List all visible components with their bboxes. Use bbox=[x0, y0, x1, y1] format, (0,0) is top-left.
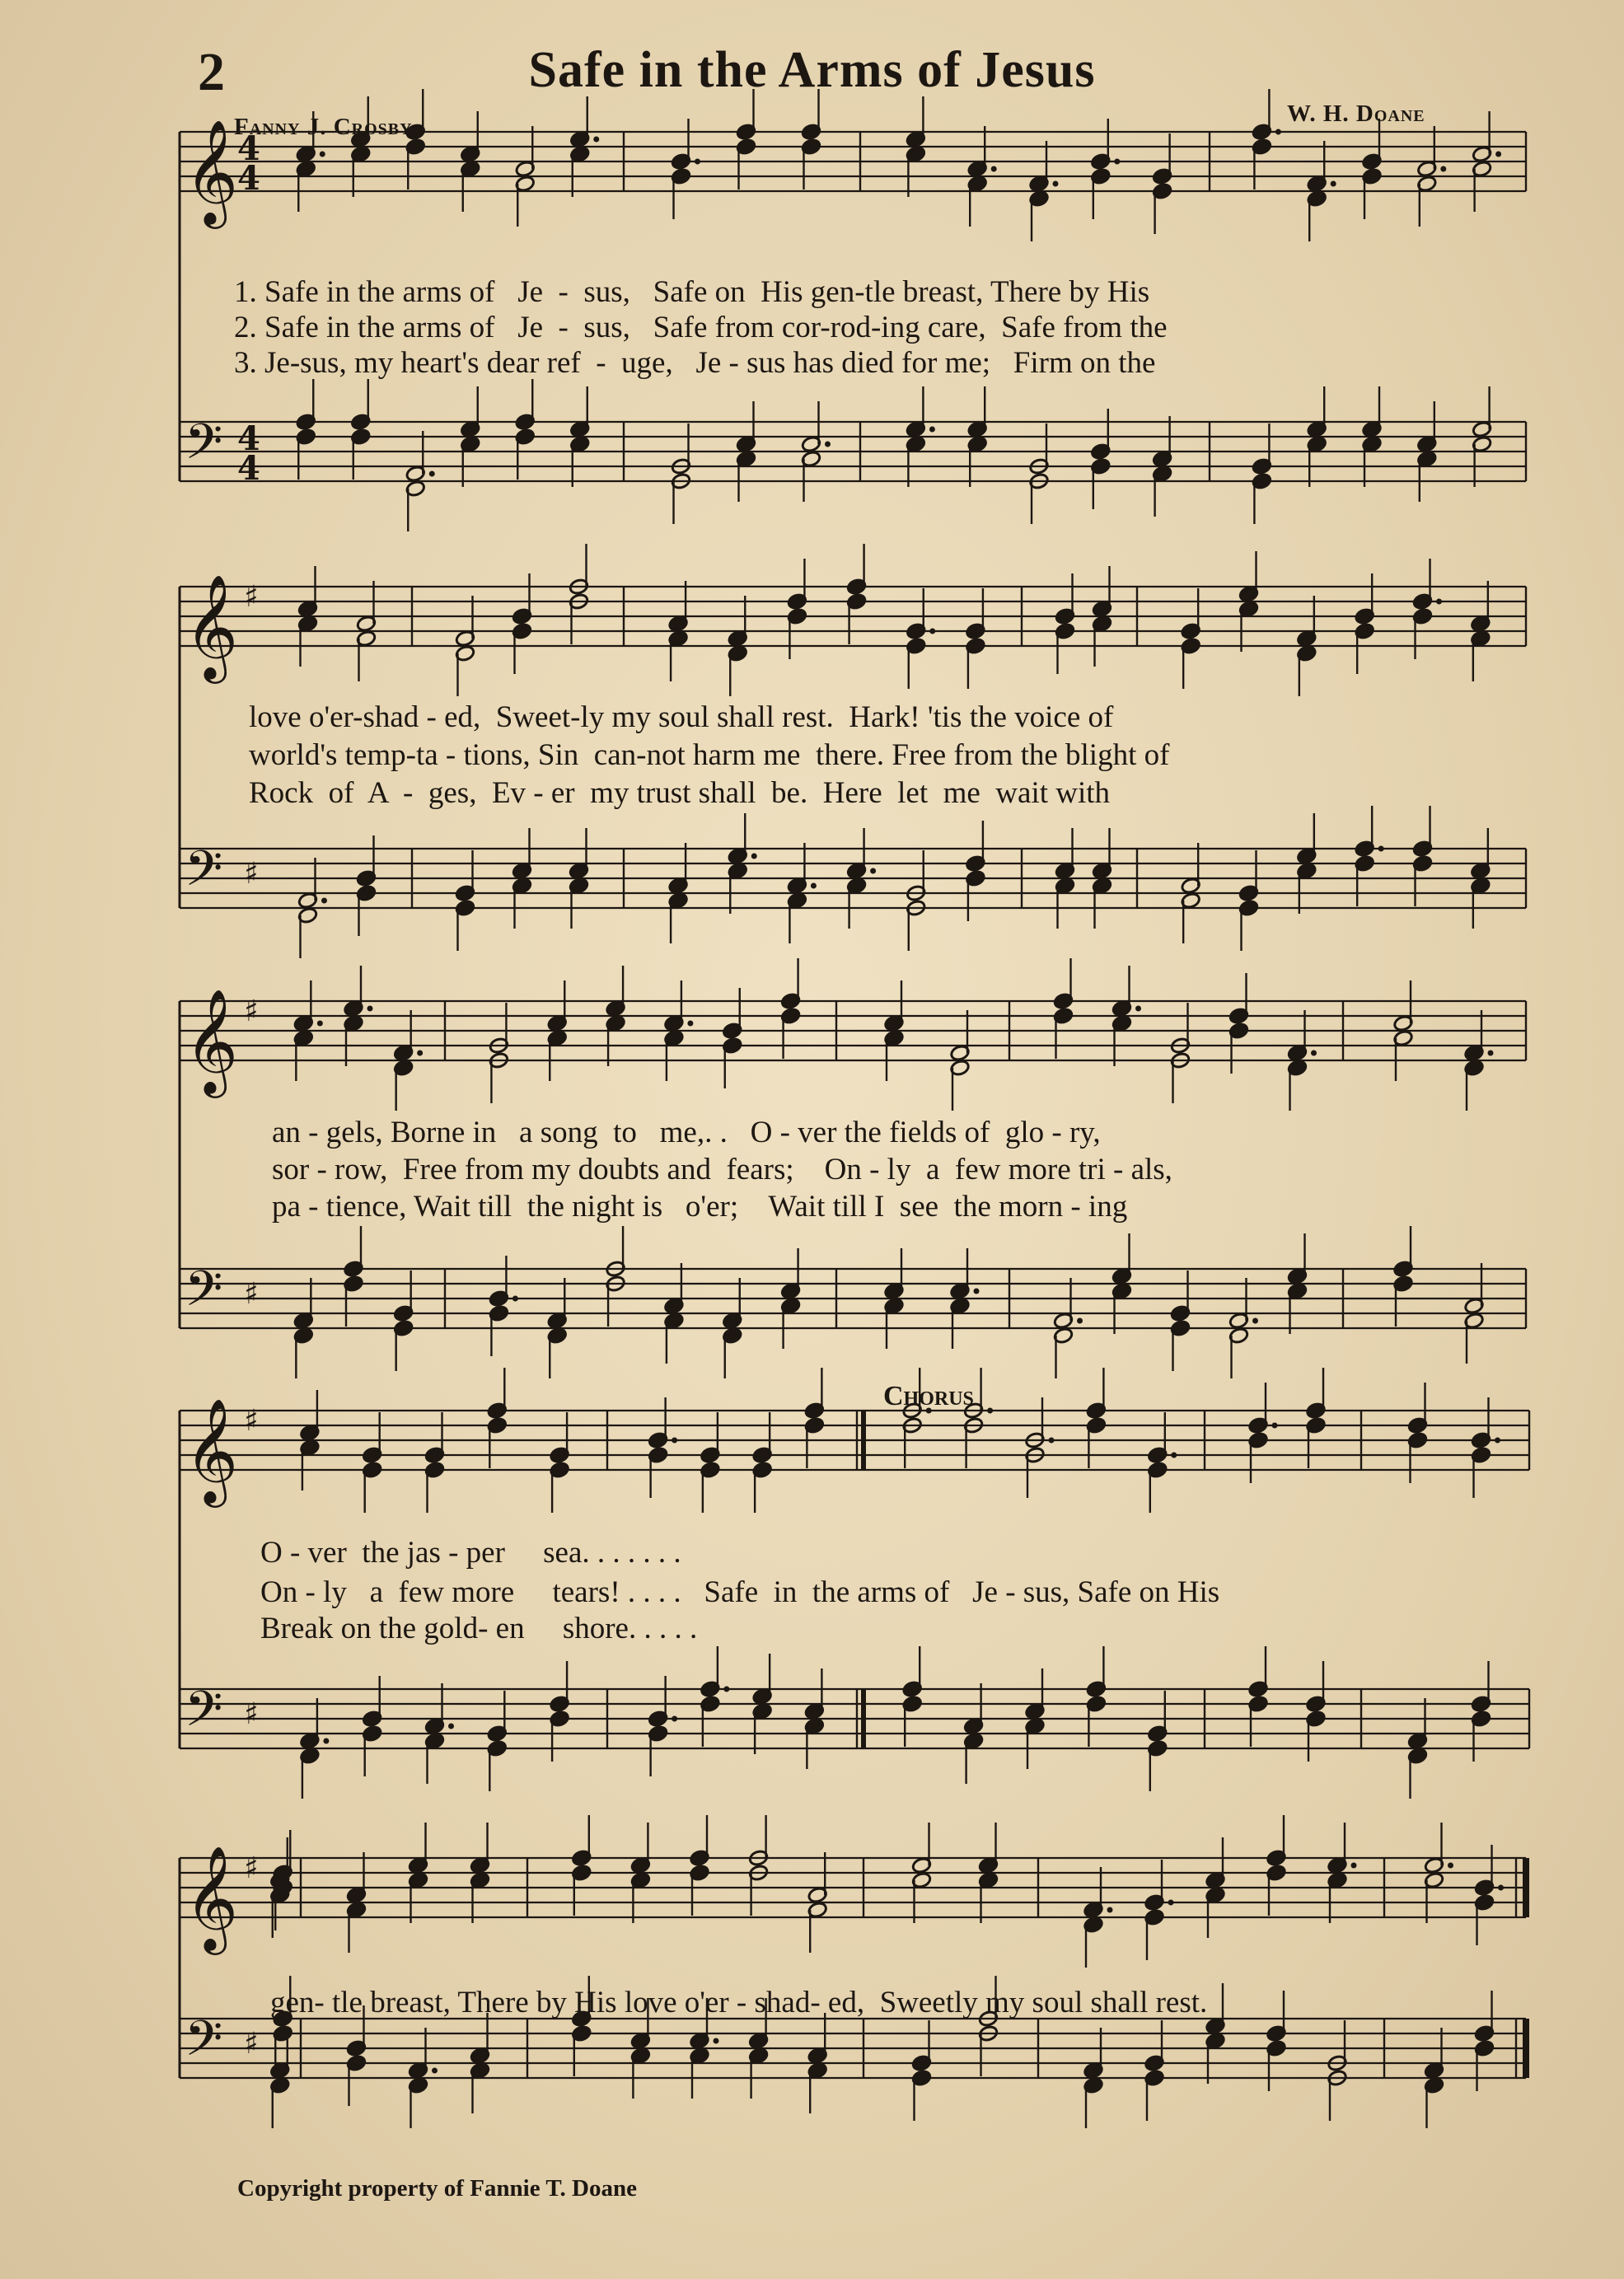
treble-clef-icon: 𝄞 bbox=[185, 573, 239, 679]
hymn-number: 2 bbox=[198, 42, 225, 102]
sharp-key-signature-icon: ♯ bbox=[244, 994, 259, 1028]
dot bbox=[1498, 1885, 1504, 1891]
dot bbox=[672, 1716, 677, 1722]
dot bbox=[1495, 152, 1501, 157]
dot bbox=[751, 854, 757, 859]
bass-clef-icon: 𝄢 bbox=[185, 2010, 223, 2079]
dot bbox=[1077, 1318, 1083, 1324]
dot bbox=[811, 883, 817, 889]
dot bbox=[1448, 1863, 1453, 1869]
dot bbox=[974, 1289, 980, 1294]
bass-clef-icon: 𝄢 bbox=[185, 413, 223, 482]
time-signature-top: 4 bbox=[237, 129, 260, 168]
dot bbox=[870, 868, 876, 874]
dot bbox=[593, 137, 599, 143]
sharp-key-signature-icon: ♯ bbox=[244, 2027, 259, 2061]
dot bbox=[1440, 166, 1446, 172]
dot bbox=[320, 152, 325, 157]
dot bbox=[825, 442, 831, 447]
treble-clef-icon: 𝄞 bbox=[185, 119, 239, 224]
dot bbox=[1331, 181, 1336, 187]
dot bbox=[714, 2038, 719, 2044]
lyric-line-s3-v1: an - gels, Borne in a song to me,. . O - ver the fields of glo - ry, bbox=[272, 1116, 1101, 1149]
dot bbox=[1049, 1438, 1055, 1444]
dot bbox=[1053, 181, 1059, 187]
dot bbox=[1495, 1438, 1500, 1444]
dot bbox=[687, 1021, 693, 1027]
sharp-key-signature-icon: ♯ bbox=[244, 1277, 259, 1311]
sharp-key-signature-icon: ♯ bbox=[244, 580, 259, 614]
sharp-key-signature-icon: ♯ bbox=[244, 1404, 259, 1438]
dot bbox=[1135, 1006, 1141, 1012]
lyric-line-s3-v2: sor - row, Free from my doubts and fears; On - ly a few more tri - als, bbox=[272, 1153, 1172, 1186]
lyric-line-s4-v1: O - ver the jas - per sea. . . . . . . bbox=[260, 1536, 681, 1570]
dot bbox=[1436, 599, 1442, 605]
lyric-line-s2-v2: world's temp-ta - tions, Sin can-not harm me there. Free from the blight of bbox=[249, 738, 1170, 772]
dot bbox=[1171, 1453, 1177, 1458]
dot bbox=[723, 1687, 729, 1692]
dot bbox=[321, 898, 327, 904]
sharp-key-signature-icon: ♯ bbox=[244, 857, 259, 891]
lyric-line-s4-v2: On - ly a few more tears! . . . . Safe in the arms of Je - sus, Safe on His bbox=[260, 1575, 1220, 1609]
treble-clef-icon: 𝄞 bbox=[185, 1845, 239, 1950]
dot bbox=[991, 166, 997, 172]
lyric-line-s5-v1: gen- tle breast, There by His love o'er - shad- ed, Sweetly my soul shall rest. bbox=[270, 1986, 1208, 2019]
sharp-key-signature-icon: ♯ bbox=[244, 1697, 259, 1731]
dot bbox=[929, 629, 935, 634]
copyright-notice: Copyright property of Fannie T. Doane bbox=[237, 2175, 637, 2202]
time-signature-bottom: 4 bbox=[237, 449, 260, 488]
lyric-line-s1-v2: 2. Safe in the arms of Je - sus, Safe from cor-rod-ing care, Safe from the bbox=[234, 311, 1168, 344]
chorus-label: Chorus bbox=[883, 1381, 974, 1411]
dot bbox=[512, 1296, 518, 1302]
dot bbox=[929, 427, 935, 433]
composer-credit: W. H. Doane bbox=[1287, 101, 1425, 127]
lyric-line-s4-v3: Break on the gold- en shore. . . . . bbox=[260, 1612, 698, 1645]
dot bbox=[417, 1051, 423, 1056]
dot bbox=[1107, 1907, 1113, 1913]
dot bbox=[448, 1724, 454, 1729]
dot bbox=[317, 1021, 323, 1027]
time-signature-bottom: 4 bbox=[237, 159, 260, 198]
lyric-line-s3-v3: pa - tience, Wait till the night is o'er; Wait till I see the morn - ing bbox=[272, 1190, 1128, 1224]
time-signature-top: 4 bbox=[237, 419, 260, 458]
dot bbox=[1275, 129, 1281, 135]
sharp-key-signature-icon: ♯ bbox=[244, 1851, 259, 1885]
dot bbox=[367, 1006, 373, 1012]
dot bbox=[1252, 1318, 1258, 1324]
bass-clef-icon: 𝄢 bbox=[185, 840, 223, 909]
dot bbox=[432, 2068, 438, 2074]
bass-clef-icon: 𝄢 bbox=[185, 1680, 223, 1749]
bass-clef-icon: 𝄢 bbox=[185, 1260, 223, 1329]
lyric-line-s1-v3: 3. Je-sus, my heart's dear ref - uge, Je - sus has died for me; Firm on the bbox=[234, 346, 1156, 380]
lyricist-credit: Fanny J. Crosby bbox=[234, 114, 413, 140]
treble-clef-icon: 𝄞 bbox=[185, 1397, 239, 1503]
dot bbox=[1488, 1051, 1494, 1056]
dot bbox=[695, 159, 700, 165]
dot bbox=[987, 1408, 993, 1414]
dot bbox=[1114, 159, 1120, 165]
dot bbox=[1351, 1863, 1357, 1869]
dot bbox=[1272, 1423, 1278, 1429]
lyric-line-s2-v1: love o'er-shad - ed, Sweet-ly my soul shall rest. Hark! 'tis the voice of bbox=[249, 700, 1114, 734]
dot bbox=[323, 1738, 329, 1744]
lyric-line-s1-v1: 1. Safe in the arms of Je - sus, Safe on His gen-tle breast, There by His bbox=[234, 275, 1150, 309]
lyric-line-s2-v3: Rock of A - ges, Ev - er my trust shall be. Here let me wait with bbox=[249, 776, 1111, 810]
treble-clef-icon: 𝄞 bbox=[185, 988, 239, 1093]
dot bbox=[1311, 1051, 1317, 1056]
hymn-title: Safe in the Arms of Jesus bbox=[528, 42, 1096, 98]
dot bbox=[1168, 1900, 1174, 1906]
dot bbox=[1378, 846, 1384, 852]
dot bbox=[672, 1438, 677, 1444]
dot bbox=[429, 471, 435, 477]
